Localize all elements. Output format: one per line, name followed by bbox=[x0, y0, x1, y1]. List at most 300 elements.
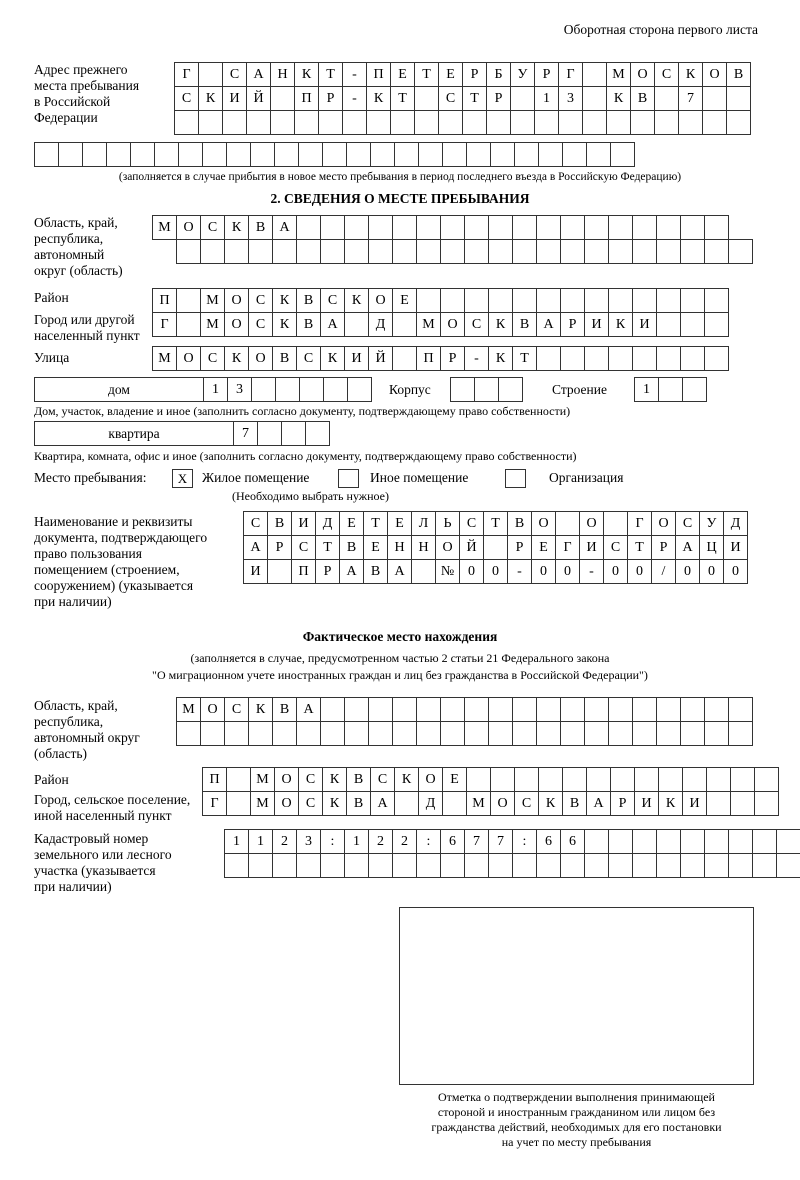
section2-district-row[interactable] bbox=[152, 288, 728, 313]
char-cell[interactable] bbox=[440, 853, 465, 878]
char-cell[interactable] bbox=[248, 721, 273, 746]
char-cell[interactable] bbox=[656, 829, 681, 854]
char-cell[interactable] bbox=[270, 110, 295, 135]
char-cell[interactable]: К bbox=[224, 346, 249, 371]
char-cell[interactable] bbox=[632, 697, 657, 722]
char-cell[interactable]: Т bbox=[483, 511, 508, 536]
char-cell[interactable] bbox=[250, 142, 275, 167]
char-cell[interactable]: К bbox=[658, 791, 683, 816]
char-cell[interactable] bbox=[586, 767, 611, 792]
char-cell[interactable] bbox=[776, 853, 800, 878]
char-cell[interactable]: Р bbox=[560, 312, 585, 337]
char-cell[interactable] bbox=[536, 721, 561, 746]
char-cell[interactable]: В bbox=[272, 697, 297, 722]
char-cell[interactable] bbox=[342, 110, 367, 135]
char-cell[interactable]: 3 bbox=[296, 829, 321, 854]
char-cell[interactable]: О bbox=[176, 215, 201, 240]
char-cell[interactable]: И bbox=[222, 86, 247, 111]
char-cell[interactable]: 6 bbox=[560, 829, 585, 854]
char-cell[interactable]: В bbox=[726, 62, 751, 87]
char-cell[interactable] bbox=[704, 829, 729, 854]
char-cell[interactable]: Е bbox=[390, 62, 415, 87]
char-cell[interactable]: А bbox=[246, 62, 271, 87]
prev-address-row-4[interactable] bbox=[34, 142, 634, 167]
char-cell[interactable] bbox=[584, 721, 609, 746]
char-cell[interactable]: Т bbox=[414, 62, 439, 87]
char-cell[interactable] bbox=[654, 110, 679, 135]
char-cell[interactable]: К bbox=[488, 346, 513, 371]
char-cell[interactable]: А bbox=[536, 312, 561, 337]
char-cell[interactable] bbox=[392, 721, 417, 746]
char-cell[interactable]: 0 bbox=[627, 559, 652, 584]
char-cell[interactable] bbox=[490, 767, 515, 792]
char-cell[interactable]: К bbox=[248, 697, 273, 722]
char-cell[interactable]: В bbox=[512, 312, 537, 337]
char-cell[interactable]: В bbox=[272, 346, 297, 371]
char-cell[interactable]: О bbox=[440, 312, 465, 337]
char-cell[interactable] bbox=[176, 721, 201, 746]
char-cell[interactable] bbox=[582, 62, 607, 87]
char-cell[interactable]: Р bbox=[315, 559, 340, 584]
char-cell[interactable]: В bbox=[248, 215, 273, 240]
char-cell[interactable]: А bbox=[272, 215, 297, 240]
char-cell[interactable] bbox=[608, 721, 633, 746]
char-cell[interactable] bbox=[466, 142, 491, 167]
char-cell[interactable] bbox=[344, 239, 369, 264]
char-cell[interactable] bbox=[198, 110, 223, 135]
char-cell[interactable] bbox=[704, 215, 729, 240]
char-cell[interactable] bbox=[488, 239, 513, 264]
char-cell[interactable] bbox=[680, 721, 705, 746]
char-cell[interactable]: О bbox=[579, 511, 604, 536]
char-cell[interactable]: Е bbox=[387, 511, 412, 536]
actual-region-row-2[interactable] bbox=[176, 721, 752, 746]
char-cell[interactable] bbox=[222, 110, 247, 135]
char-cell[interactable] bbox=[512, 288, 537, 313]
char-cell[interactable] bbox=[608, 215, 633, 240]
char-cell[interactable]: И bbox=[632, 312, 657, 337]
char-cell[interactable] bbox=[272, 853, 297, 878]
char-cell[interactable] bbox=[320, 853, 345, 878]
char-cell[interactable]: О bbox=[418, 767, 443, 792]
char-cell[interactable] bbox=[560, 697, 585, 722]
char-cell[interactable] bbox=[392, 853, 417, 878]
char-cell[interactable]: - bbox=[579, 559, 604, 584]
char-cell[interactable]: П bbox=[416, 346, 441, 371]
flat-cells[interactable] bbox=[233, 421, 329, 446]
char-cell[interactable] bbox=[632, 829, 657, 854]
section2-street-row[interactable] bbox=[152, 346, 728, 371]
char-cell[interactable]: О bbox=[224, 312, 249, 337]
char-cell[interactable]: Е bbox=[442, 767, 467, 792]
char-cell[interactable]: В bbox=[562, 791, 587, 816]
char-cell[interactable] bbox=[728, 239, 753, 264]
doc-row-2[interactable] bbox=[243, 535, 747, 560]
char-cell[interactable] bbox=[608, 288, 633, 313]
char-cell[interactable] bbox=[632, 239, 657, 264]
char-cell[interactable] bbox=[632, 721, 657, 746]
char-cell[interactable] bbox=[344, 721, 369, 746]
char-cell[interactable] bbox=[584, 853, 609, 878]
char-cell[interactable]: Н bbox=[387, 535, 412, 560]
char-cell[interactable]: 2 bbox=[368, 829, 393, 854]
char-cell[interactable] bbox=[558, 110, 583, 135]
char-cell[interactable] bbox=[344, 853, 369, 878]
prev-address-row-3[interactable] bbox=[174, 110, 750, 135]
char-cell[interactable] bbox=[368, 853, 393, 878]
char-cell[interactable]: 7 bbox=[678, 86, 703, 111]
char-cell[interactable]: 3 bbox=[558, 86, 583, 111]
char-cell[interactable] bbox=[416, 288, 441, 313]
char-cell[interactable]: С bbox=[459, 511, 484, 536]
char-cell[interactable]: Г bbox=[202, 791, 227, 816]
char-cell[interactable]: А bbox=[675, 535, 700, 560]
char-cell[interactable]: М bbox=[606, 62, 631, 87]
char-cell[interactable] bbox=[682, 767, 707, 792]
char-cell[interactable] bbox=[251, 377, 276, 402]
house-cells[interactable] bbox=[203, 377, 371, 402]
char-cell[interactable]: К bbox=[198, 86, 223, 111]
char-cell[interactable]: : bbox=[320, 829, 345, 854]
char-cell[interactable]: Т bbox=[390, 86, 415, 111]
char-cell[interactable]: С bbox=[675, 511, 700, 536]
char-cell[interactable] bbox=[560, 346, 585, 371]
char-cell[interactable]: Р bbox=[486, 86, 511, 111]
char-cell[interactable] bbox=[606, 110, 631, 135]
char-cell[interactable] bbox=[274, 142, 299, 167]
char-cell[interactable] bbox=[298, 142, 323, 167]
char-cell[interactable]: К bbox=[320, 346, 345, 371]
char-cell[interactable]: О bbox=[435, 535, 460, 560]
char-cell[interactable] bbox=[248, 853, 273, 878]
char-cell[interactable] bbox=[656, 346, 681, 371]
char-cell[interactable] bbox=[200, 721, 225, 746]
char-cell[interactable]: № bbox=[435, 559, 460, 584]
char-cell[interactable] bbox=[257, 421, 282, 446]
char-cell[interactable] bbox=[226, 767, 251, 792]
char-cell[interactable] bbox=[608, 829, 633, 854]
char-cell[interactable]: 1 bbox=[534, 86, 559, 111]
char-cell[interactable]: 0 bbox=[603, 559, 628, 584]
char-cell[interactable]: Е bbox=[339, 511, 364, 536]
char-cell[interactable] bbox=[320, 721, 345, 746]
char-cell[interactable] bbox=[584, 697, 609, 722]
char-cell[interactable] bbox=[275, 377, 300, 402]
char-cell[interactable]: И bbox=[584, 312, 609, 337]
char-cell[interactable]: С bbox=[224, 697, 249, 722]
char-cell[interactable]: О bbox=[176, 346, 201, 371]
char-cell[interactable] bbox=[560, 239, 585, 264]
char-cell[interactable]: П bbox=[152, 288, 177, 313]
char-cell[interactable]: О bbox=[200, 697, 225, 722]
char-cell[interactable]: П bbox=[366, 62, 391, 87]
char-cell[interactable]: Н bbox=[270, 62, 295, 87]
char-cell[interactable] bbox=[82, 142, 107, 167]
char-cell[interactable] bbox=[656, 697, 681, 722]
actual-city-row[interactable] bbox=[202, 791, 778, 816]
char-cell[interactable] bbox=[464, 697, 489, 722]
char-cell[interactable] bbox=[704, 312, 729, 337]
char-cell[interactable]: 0 bbox=[531, 559, 556, 584]
char-cell[interactable] bbox=[416, 697, 441, 722]
char-cell[interactable]: И bbox=[723, 535, 748, 560]
char-cell[interactable] bbox=[200, 239, 225, 264]
char-cell[interactable] bbox=[370, 142, 395, 167]
char-cell[interactable]: С bbox=[200, 346, 225, 371]
stamp-box[interactable] bbox=[399, 907, 754, 1085]
stroenie-cells[interactable] bbox=[634, 377, 706, 402]
char-cell[interactable] bbox=[368, 239, 393, 264]
char-cell[interactable] bbox=[440, 288, 465, 313]
char-cell[interactable] bbox=[130, 142, 155, 167]
char-cell[interactable]: - bbox=[342, 62, 367, 87]
char-cell[interactable]: В bbox=[363, 559, 388, 584]
char-cell[interactable]: С bbox=[370, 767, 395, 792]
char-cell[interactable] bbox=[490, 142, 515, 167]
char-cell[interactable]: С bbox=[298, 767, 323, 792]
char-cell[interactable] bbox=[584, 288, 609, 313]
char-cell[interactable]: 0 bbox=[483, 559, 508, 584]
char-cell[interactable]: Т bbox=[627, 535, 652, 560]
char-cell[interactable] bbox=[702, 86, 727, 111]
char-cell[interactable]: 1 bbox=[224, 829, 249, 854]
char-cell[interactable]: Е bbox=[531, 535, 556, 560]
char-cell[interactable]: С bbox=[320, 288, 345, 313]
char-cell[interactable] bbox=[466, 767, 491, 792]
char-cell[interactable] bbox=[536, 288, 561, 313]
char-cell[interactable] bbox=[464, 721, 489, 746]
char-cell[interactable] bbox=[632, 215, 657, 240]
char-cell[interactable] bbox=[224, 239, 249, 264]
char-cell[interactable] bbox=[608, 853, 633, 878]
char-cell[interactable] bbox=[154, 142, 179, 167]
char-cell[interactable]: Г bbox=[555, 535, 580, 560]
char-cell[interactable]: У bbox=[510, 62, 535, 87]
char-cell[interactable] bbox=[704, 346, 729, 371]
char-cell[interactable]: С bbox=[654, 62, 679, 87]
char-cell[interactable] bbox=[510, 110, 535, 135]
char-cell[interactable]: Т bbox=[512, 346, 537, 371]
char-cell[interactable]: 1 bbox=[203, 377, 228, 402]
char-cell[interactable] bbox=[174, 110, 199, 135]
char-cell[interactable] bbox=[226, 791, 251, 816]
char-cell[interactable] bbox=[610, 767, 635, 792]
char-cell[interactable]: М bbox=[176, 697, 201, 722]
char-cell[interactable] bbox=[392, 215, 417, 240]
char-cell[interactable] bbox=[754, 767, 779, 792]
char-cell[interactable]: Г bbox=[558, 62, 583, 87]
char-cell[interactable] bbox=[584, 239, 609, 264]
section2-city-row[interactable] bbox=[152, 312, 728, 337]
char-cell[interactable] bbox=[608, 346, 633, 371]
char-cell[interactable]: С bbox=[296, 346, 321, 371]
char-cell[interactable]: К bbox=[394, 767, 419, 792]
char-cell[interactable] bbox=[560, 853, 585, 878]
cadastral-row-2[interactable] bbox=[224, 853, 800, 878]
char-cell[interactable]: А bbox=[586, 791, 611, 816]
char-cell[interactable] bbox=[728, 697, 753, 722]
char-cell[interactable]: В bbox=[346, 791, 371, 816]
char-cell[interactable]: Т bbox=[462, 86, 487, 111]
char-cell[interactable] bbox=[560, 288, 585, 313]
char-cell[interactable]: С bbox=[174, 86, 199, 111]
char-cell[interactable]: 6 bbox=[440, 829, 465, 854]
char-cell[interactable] bbox=[562, 142, 587, 167]
char-cell[interactable]: Р bbox=[651, 535, 676, 560]
char-cell[interactable]: Б bbox=[486, 62, 511, 87]
char-cell[interactable]: Р bbox=[534, 62, 559, 87]
char-cell[interactable]: Й bbox=[459, 535, 484, 560]
char-cell[interactable] bbox=[486, 110, 511, 135]
char-cell[interactable]: 0 bbox=[459, 559, 484, 584]
char-cell[interactable]: О bbox=[531, 511, 556, 536]
char-cell[interactable] bbox=[323, 377, 348, 402]
char-cell[interactable] bbox=[202, 142, 227, 167]
char-cell[interactable] bbox=[584, 346, 609, 371]
char-cell[interactable] bbox=[656, 288, 681, 313]
char-cell[interactable]: 0 bbox=[675, 559, 700, 584]
char-cell[interactable]: С bbox=[248, 312, 273, 337]
char-cell[interactable] bbox=[176, 288, 201, 313]
char-cell[interactable] bbox=[58, 142, 83, 167]
prev-address-row-2[interactable] bbox=[174, 86, 750, 111]
char-cell[interactable]: К bbox=[606, 86, 631, 111]
char-cell[interactable] bbox=[440, 697, 465, 722]
char-cell[interactable] bbox=[514, 767, 539, 792]
char-cell[interactable]: В bbox=[296, 288, 321, 313]
char-cell[interactable] bbox=[680, 346, 705, 371]
char-cell[interactable]: П bbox=[294, 86, 319, 111]
char-cell[interactable]: О bbox=[702, 62, 727, 87]
char-cell[interactable] bbox=[510, 86, 535, 111]
char-cell[interactable] bbox=[680, 288, 705, 313]
char-cell[interactable]: О bbox=[274, 767, 299, 792]
char-cell[interactable] bbox=[582, 110, 607, 135]
char-cell[interactable]: А bbox=[243, 535, 268, 560]
char-cell[interactable]: Д bbox=[723, 511, 748, 536]
char-cell[interactable]: О bbox=[651, 511, 676, 536]
char-cell[interactable]: Г bbox=[174, 62, 199, 87]
char-cell[interactable]: А bbox=[339, 559, 364, 584]
char-cell[interactable]: Р bbox=[507, 535, 532, 560]
char-cell[interactable] bbox=[702, 110, 727, 135]
char-cell[interactable]: Р bbox=[318, 86, 343, 111]
char-cell[interactable]: 2 bbox=[392, 829, 417, 854]
char-cell[interactable]: Л bbox=[411, 511, 436, 536]
char-cell[interactable]: Д bbox=[418, 791, 443, 816]
char-cell[interactable] bbox=[752, 853, 777, 878]
char-cell[interactable] bbox=[246, 110, 271, 135]
char-cell[interactable] bbox=[438, 110, 463, 135]
char-cell[interactable] bbox=[562, 767, 587, 792]
char-cell[interactable] bbox=[512, 215, 537, 240]
char-cell[interactable] bbox=[536, 239, 561, 264]
char-cell[interactable] bbox=[224, 853, 249, 878]
char-cell[interactable] bbox=[411, 559, 436, 584]
char-cell[interactable]: С bbox=[200, 215, 225, 240]
char-cell[interactable] bbox=[440, 215, 465, 240]
char-cell[interactable]: К bbox=[538, 791, 563, 816]
char-cell[interactable]: М bbox=[250, 791, 275, 816]
char-cell[interactable] bbox=[281, 421, 306, 446]
char-cell[interactable]: К bbox=[272, 288, 297, 313]
char-cell[interactable]: И bbox=[682, 791, 707, 816]
char-cell[interactable]: С bbox=[298, 791, 323, 816]
char-cell[interactable] bbox=[560, 215, 585, 240]
char-cell[interactable]: 2 bbox=[272, 829, 297, 854]
char-cell[interactable] bbox=[488, 697, 513, 722]
char-cell[interactable] bbox=[178, 142, 203, 167]
char-cell[interactable] bbox=[680, 697, 705, 722]
char-cell[interactable]: 1 bbox=[344, 829, 369, 854]
char-cell[interactable] bbox=[536, 215, 561, 240]
char-cell[interactable] bbox=[346, 142, 371, 167]
char-cell[interactable] bbox=[706, 767, 731, 792]
char-cell[interactable] bbox=[680, 215, 705, 240]
char-cell[interactable] bbox=[658, 767, 683, 792]
char-cell[interactable]: Д bbox=[368, 312, 393, 337]
char-cell[interactable] bbox=[294, 110, 319, 135]
char-cell[interactable] bbox=[464, 288, 489, 313]
cadastral-row-1[interactable] bbox=[224, 829, 800, 854]
char-cell[interactable] bbox=[416, 721, 441, 746]
char-cell[interactable] bbox=[267, 559, 292, 584]
char-cell[interactable]: К bbox=[678, 62, 703, 87]
char-cell[interactable] bbox=[656, 721, 681, 746]
char-cell[interactable]: : bbox=[512, 829, 537, 854]
char-cell[interactable]: К bbox=[608, 312, 633, 337]
char-cell[interactable]: 7 bbox=[233, 421, 258, 446]
char-cell[interactable]: М bbox=[466, 791, 491, 816]
char-cell[interactable] bbox=[536, 853, 561, 878]
char-cell[interactable] bbox=[394, 142, 419, 167]
char-cell[interactable] bbox=[654, 86, 679, 111]
char-cell[interactable]: М bbox=[200, 312, 225, 337]
char-cell[interactable] bbox=[296, 721, 321, 746]
char-cell[interactable] bbox=[586, 142, 611, 167]
char-cell[interactable] bbox=[534, 110, 559, 135]
place-type-checkbox-residential[interactable]: Х bbox=[172, 469, 193, 488]
char-cell[interactable] bbox=[680, 312, 705, 337]
char-cell[interactable]: С bbox=[438, 86, 463, 111]
char-cell[interactable] bbox=[416, 239, 441, 264]
char-cell[interactable] bbox=[488, 853, 513, 878]
char-cell[interactable]: П bbox=[202, 767, 227, 792]
char-cell[interactable]: С bbox=[291, 535, 316, 560]
char-cell[interactable] bbox=[752, 829, 777, 854]
char-cell[interactable] bbox=[682, 377, 707, 402]
char-cell[interactable] bbox=[414, 86, 439, 111]
char-cell[interactable] bbox=[440, 239, 465, 264]
char-cell[interactable] bbox=[730, 791, 755, 816]
char-cell[interactable] bbox=[305, 421, 330, 446]
char-cell[interactable] bbox=[678, 110, 703, 135]
char-cell[interactable] bbox=[442, 791, 467, 816]
char-cell[interactable]: В bbox=[507, 511, 532, 536]
char-cell[interactable]: В bbox=[630, 86, 655, 111]
char-cell[interactable]: 1 bbox=[634, 377, 659, 402]
char-cell[interactable] bbox=[680, 239, 705, 264]
char-cell[interactable] bbox=[704, 697, 729, 722]
char-cell[interactable] bbox=[538, 142, 563, 167]
char-cell[interactable] bbox=[392, 312, 417, 337]
char-cell[interactable] bbox=[656, 312, 681, 337]
char-cell[interactable] bbox=[632, 853, 657, 878]
char-cell[interactable] bbox=[630, 110, 655, 135]
char-cell[interactable] bbox=[704, 239, 729, 264]
char-cell[interactable]: С bbox=[603, 535, 628, 560]
char-cell[interactable] bbox=[464, 239, 489, 264]
